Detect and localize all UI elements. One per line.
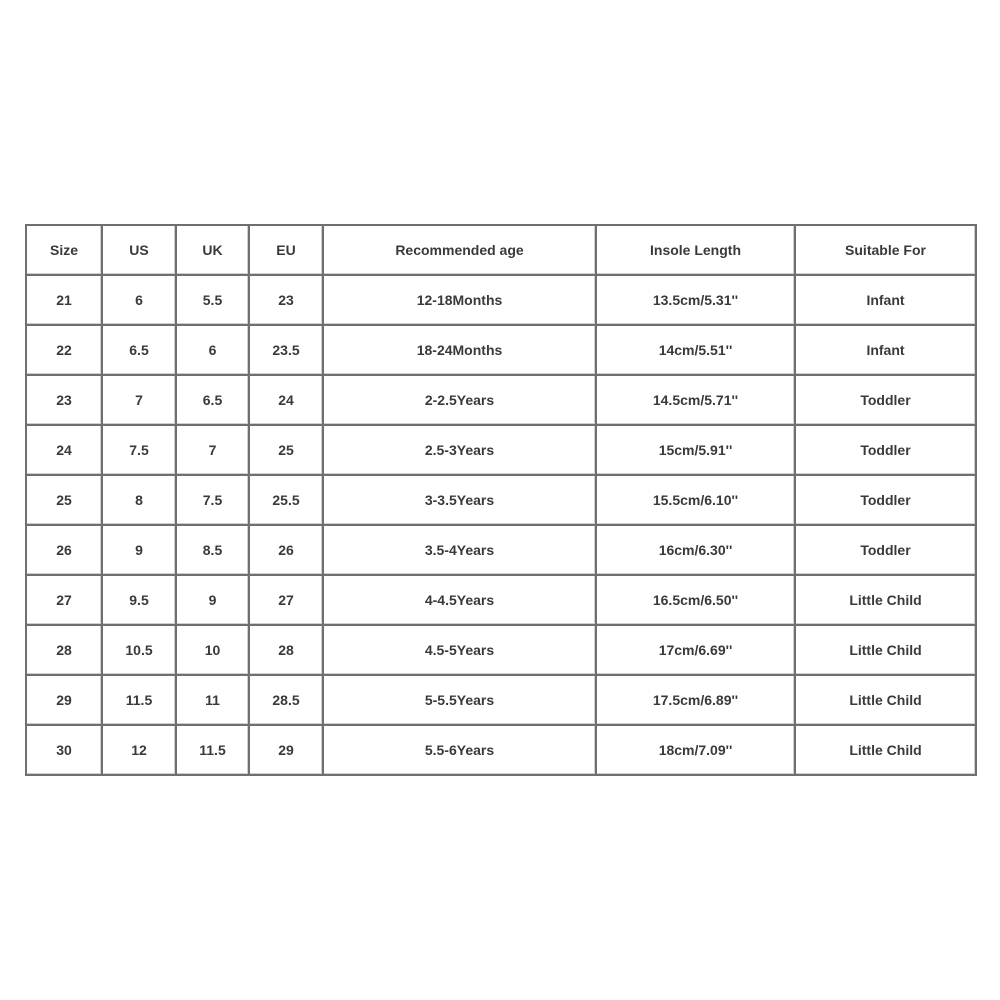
cell-us: 12	[103, 726, 177, 776]
cell-us: 7.5	[103, 426, 177, 476]
size-chart-body	[27, 276, 977, 776]
cell-insole-length: 16cm/6.30''	[597, 526, 796, 576]
cell-insole-length: 17.5cm/6.89''	[597, 676, 796, 726]
cell-size: 28	[27, 626, 103, 676]
table-row	[27, 426, 977, 476]
cell-suitable-for: Little Child	[796, 576, 977, 626]
table-row	[27, 526, 977, 576]
cell-size: 29	[27, 676, 103, 726]
cell-size: 22	[27, 326, 103, 376]
cell-recommended-age: 3.5-4Years	[324, 526, 597, 576]
header-insole-length: Insole Length	[597, 226, 796, 276]
cell-insole-length: 15cm/5.91''	[597, 426, 796, 476]
cell-eu: 25	[250, 426, 324, 476]
size-chart-table	[25, 224, 977, 776]
cell-recommended-age: 4.5-5Years	[324, 626, 597, 676]
cell-eu: 25.5	[250, 476, 324, 526]
cell-suitable-for: Infant	[796, 326, 977, 376]
cell-recommended-age: 18-24Months	[324, 326, 597, 376]
table-row	[27, 476, 977, 526]
cell-recommended-age: 2-2.5Years	[324, 376, 597, 426]
cell-suitable-for: Toddler	[796, 376, 977, 426]
cell-us: 6.5	[103, 326, 177, 376]
cell-size: 30	[27, 726, 103, 776]
cell-us: 9.5	[103, 576, 177, 626]
cell-suitable-for: Toddler	[796, 426, 977, 476]
cell-insole-length: 13.5cm/5.31''	[597, 276, 796, 326]
cell-us: 7	[103, 376, 177, 426]
cell-uk: 9	[177, 576, 250, 626]
cell-size: 23	[27, 376, 103, 426]
table-row	[27, 376, 977, 426]
cell-eu: 27	[250, 576, 324, 626]
cell-size: 25	[27, 476, 103, 526]
cell-recommended-age: 5-5.5Years	[324, 676, 597, 726]
cell-uk: 10	[177, 626, 250, 676]
cell-us: 8	[103, 476, 177, 526]
cell-suitable-for: Little Child	[796, 676, 977, 726]
cell-us: 9	[103, 526, 177, 576]
cell-uk: 11	[177, 676, 250, 726]
cell-uk: 6	[177, 326, 250, 376]
cell-insole-length: 17cm/6.69''	[597, 626, 796, 676]
cell-recommended-age: 3-3.5Years	[324, 476, 597, 526]
table-row	[27, 276, 977, 326]
cell-recommended-age: 12-18Months	[324, 276, 597, 326]
cell-eu: 28	[250, 626, 324, 676]
cell-us: 6	[103, 276, 177, 326]
cell-eu: 23.5	[250, 326, 324, 376]
cell-recommended-age: 4-4.5Years	[324, 576, 597, 626]
cell-insole-length: 16.5cm/6.50''	[597, 576, 796, 626]
table-row	[27, 676, 977, 726]
header-row	[27, 226, 977, 276]
cell-suitable-for: Little Child	[796, 626, 977, 676]
cell-eu: 24	[250, 376, 324, 426]
cell-eu: 29	[250, 726, 324, 776]
table-row	[27, 576, 977, 626]
cell-suitable-for: Infant	[796, 276, 977, 326]
cell-uk: 8.5	[177, 526, 250, 576]
cell-us: 10.5	[103, 626, 177, 676]
cell-insole-length: 14cm/5.51''	[597, 326, 796, 376]
cell-uk: 5.5	[177, 276, 250, 326]
cell-uk: 7	[177, 426, 250, 476]
cell-suitable-for: Toddler	[796, 526, 977, 576]
cell-recommended-age: 2.5-3Years	[324, 426, 597, 476]
cell-size: 27	[27, 576, 103, 626]
cell-suitable-for: Little Child	[796, 726, 977, 776]
header-size: Size	[27, 226, 103, 276]
cell-size: 26	[27, 526, 103, 576]
table-row	[27, 726, 977, 776]
cell-suitable-for: Toddler	[796, 476, 977, 526]
cell-eu: 26	[250, 526, 324, 576]
header-us: US	[103, 226, 177, 276]
cell-eu: 23	[250, 276, 324, 326]
cell-uk: 7.5	[177, 476, 250, 526]
cell-recommended-age: 5.5-6Years	[324, 726, 597, 776]
cell-insole-length: 14.5cm/5.71''	[597, 376, 796, 426]
cell-eu: 28.5	[250, 676, 324, 726]
table-row	[27, 626, 977, 676]
header-uk: UK	[177, 226, 250, 276]
cell-uk: 6.5	[177, 376, 250, 426]
cell-insole-length: 18cm/7.09''	[597, 726, 796, 776]
cell-uk: 11.5	[177, 726, 250, 776]
cell-size: 21	[27, 276, 103, 326]
header-recommended-age: Recommended age	[324, 226, 597, 276]
cell-us: 11.5	[103, 676, 177, 726]
cell-insole-length: 15.5cm/6.10''	[597, 476, 796, 526]
header-eu: EU	[250, 226, 324, 276]
header-suitable-for: Suitable For	[796, 226, 977, 276]
cell-size: 24	[27, 426, 103, 476]
table-row	[27, 326, 977, 376]
